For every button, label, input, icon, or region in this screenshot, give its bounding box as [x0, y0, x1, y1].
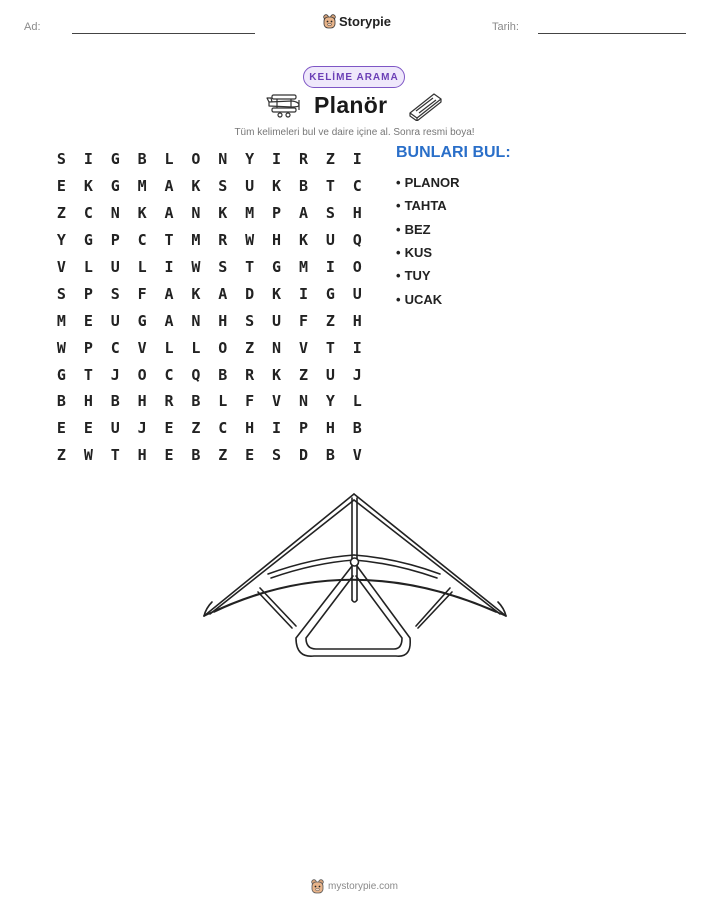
grid-cell[interactable]: E — [56, 177, 66, 196]
grid-cell[interactable]: Z — [56, 446, 66, 465]
grid-cell[interactable]: Y — [245, 150, 255, 169]
grid-cell[interactable]: E — [56, 419, 66, 438]
grid-cell[interactable]: N — [110, 204, 120, 223]
grid-cell[interactable]: O — [191, 150, 201, 169]
grid-cell[interactable]: H — [352, 311, 362, 330]
word-label: UCAK — [404, 291, 443, 307]
grid-cell[interactable]: C — [110, 338, 120, 357]
grid-cell[interactable]: Y — [325, 392, 335, 411]
grid-cell[interactable]: B — [191, 446, 201, 465]
grid-cell[interactable]: K — [218, 204, 228, 223]
grid-cell[interactable]: U — [110, 258, 120, 276]
grid-cell[interactable]: U — [325, 365, 335, 384]
grid-cell[interactable]: G — [56, 365, 66, 384]
grid-cell[interactable]: I — [272, 150, 282, 169]
grid-cell[interactable]: V — [352, 446, 362, 465]
grid-cell[interactable]: B — [218, 365, 228, 384]
brand-logo — [323, 14, 391, 29]
grid-cell[interactable]: Z — [191, 419, 201, 438]
grid-cell[interactable]: S — [325, 204, 335, 223]
grid-cell[interactable]: Y — [56, 231, 66, 250]
grid-cell[interactable]: H — [272, 231, 282, 250]
grid-cell[interactable]: M — [191, 231, 201, 250]
date-label: Tarih: — [492, 21, 519, 33]
grid-cell[interactable]: Q — [191, 365, 201, 384]
grid-cell[interactable]: G — [83, 231, 93, 250]
grid-cell[interactable]: E — [83, 311, 93, 330]
grid-cell[interactable]: U — [110, 419, 120, 438]
grid-cell[interactable]: C — [137, 231, 147, 250]
bullet: • — [396, 291, 401, 307]
grid-cell[interactable]: Z — [56, 204, 66, 223]
grid-cell[interactable]: L — [352, 392, 362, 411]
grid-cell[interactable]: S — [218, 177, 228, 196]
grid-cell[interactable]: K — [272, 284, 282, 303]
grid-cell[interactable]: I — [272, 419, 282, 438]
word-list-title: BUNLARI BUL: — [396, 144, 511, 161]
grid-cell[interactable]: J — [352, 365, 362, 384]
grid-cell[interactable]: Z — [325, 150, 335, 169]
grid-cell[interactable]: W — [56, 338, 66, 357]
grid-cell[interactable]: C — [164, 365, 174, 384]
grid-cell[interactable]: R — [245, 365, 255, 384]
grid-cell[interactable]: N — [272, 338, 282, 357]
name-line[interactable] — [72, 33, 255, 34]
grid-cell[interactable]: O — [218, 338, 228, 357]
grid-cell[interactable]: S — [245, 311, 255, 330]
grid-cell[interactable]: T — [245, 258, 255, 276]
word-list-item — [396, 241, 459, 264]
grid-cell[interactable]: K — [272, 365, 282, 384]
grid-cell[interactable]: H — [137, 446, 147, 465]
grid-cell[interactable]: V — [298, 338, 308, 357]
grid-cell[interactable]: S — [272, 446, 282, 465]
grid-cell[interactable]: N — [191, 311, 201, 330]
bear-face-icon — [311, 879, 324, 894]
grid-cell[interactable]: V — [56, 258, 66, 276]
grid-cell[interactable]: M — [245, 204, 255, 223]
grid-cell[interactable]: N — [218, 150, 228, 169]
grid-cell[interactable]: D — [245, 284, 255, 303]
grid-cell[interactable]: I — [325, 258, 335, 276]
brand-name: Storypie — [339, 14, 392, 29]
grid-cell[interactable]: K — [191, 284, 201, 303]
grid-cell[interactable]: W — [83, 446, 93, 465]
grid-cell[interactable]: T — [325, 338, 335, 357]
grid-cell[interactable]: E — [245, 446, 255, 465]
grid-cell[interactable]: U — [110, 311, 120, 330]
grid-cell[interactable]: R — [218, 231, 228, 250]
word-label: PLANOR — [404, 175, 460, 191]
grid-cell[interactable]: O — [137, 365, 147, 384]
grid-cell[interactable]: G — [110, 177, 120, 196]
grid-cell[interactable]: A — [164, 204, 174, 223]
bullet: • — [396, 245, 401, 261]
grid-cell[interactable]: F — [245, 392, 255, 411]
bullet: • — [396, 198, 401, 214]
grid-cell[interactable]: L — [164, 338, 174, 357]
grid-cell[interactable]: R — [164, 392, 174, 411]
grid-cell[interactable]: U — [352, 284, 362, 303]
bullet: • — [396, 268, 401, 284]
grid-cell[interactable]: V — [137, 338, 147, 357]
date-line[interactable] — [538, 33, 686, 34]
footer-url[interactable]: mystorypie.com — [327, 881, 398, 892]
grid-cell[interactable]: V — [272, 392, 282, 411]
grid-cell[interactable]: M — [56, 311, 66, 330]
activity-badge: KELİME ARAMA — [303, 66, 405, 88]
grid-cell[interactable]: H — [83, 392, 93, 411]
grid-cell[interactable]: K — [298, 231, 308, 250]
grid-cell[interactable]: B — [352, 419, 362, 438]
grid-cell[interactable]: N — [298, 392, 308, 411]
grid-cell[interactable]: A — [218, 284, 228, 303]
grid-cell[interactable]: U — [245, 177, 255, 196]
grid-cell[interactable]: L — [218, 392, 228, 411]
grid-cell[interactable]: P — [298, 419, 308, 438]
grid-cell[interactable]: B — [325, 446, 335, 465]
grid-cell[interactable]: T — [164, 231, 174, 250]
grid-cell[interactable]: Z — [245, 338, 255, 357]
grid-cell[interactable]: O — [352, 258, 362, 276]
grid-cell[interactable]: N — [191, 204, 201, 223]
grid-cell[interactable]: G — [137, 311, 147, 330]
grid-cell[interactable]: I — [352, 338, 362, 357]
grid-cell[interactable]: L — [83, 258, 93, 276]
word-list — [396, 171, 459, 311]
grid-cell[interactable]: H — [245, 419, 255, 438]
grid-cell[interactable]: G — [325, 284, 335, 303]
grid-cell[interactable]: S — [110, 284, 120, 303]
grid-cell[interactable]: G — [110, 150, 120, 169]
grid-cell[interactable]: Z — [298, 365, 308, 384]
grid-cell[interactable]: K — [272, 177, 282, 196]
grid-cell[interactable]: B — [137, 150, 147, 169]
grid-cell[interactable]: G — [272, 258, 282, 276]
grid-cell[interactable]: T — [110, 446, 120, 465]
bear-face-icon — [323, 14, 336, 29]
grid-cell[interactable]: L — [164, 150, 174, 169]
grid-cell[interactable]: E — [83, 419, 93, 438]
grid-cell[interactable]: H — [137, 392, 147, 411]
grid-cell[interactable]: W — [191, 258, 201, 276]
grid-cell[interactable]: E — [164, 419, 174, 438]
name-label: Ad: — [24, 21, 41, 33]
grid-cell[interactable]: I — [164, 258, 174, 276]
grid-cell[interactable]: C — [83, 204, 93, 223]
grid-cell[interactable]: A — [164, 177, 174, 196]
grid-cell[interactable]: P — [83, 338, 93, 357]
word-list-item — [396, 287, 459, 310]
bullet: • — [396, 221, 401, 237]
grid-cell[interactable]: W — [245, 231, 255, 250]
grid-cell[interactable]: E — [164, 446, 174, 465]
grid-cell[interactable]: P — [110, 231, 120, 250]
grid-cell[interactable]: P — [83, 284, 93, 303]
grid-cell[interactable]: C — [352, 177, 362, 196]
footer — [0, 879, 709, 894]
biplane-icon — [266, 92, 302, 118]
grid-cell[interactable]: S — [56, 150, 66, 169]
grid-cell[interactable]: M — [137, 177, 147, 196]
grid-cell[interactable]: B — [56, 392, 66, 411]
grid-cell[interactable]: H — [352, 204, 362, 223]
grid-cell[interactable]: U — [325, 231, 335, 250]
grid-cell[interactable]: Z — [325, 311, 335, 330]
grid-cell[interactable]: F — [137, 284, 147, 303]
grid-cell[interactable]: D — [298, 446, 308, 465]
grid-cell[interactable]: J — [137, 419, 147, 438]
grid-cell[interactable]: T — [325, 177, 335, 196]
word-label: BEZ — [404, 221, 431, 237]
grid-cell[interactable]: A — [164, 311, 174, 330]
word-list-item — [396, 194, 459, 217]
word-list-item — [396, 218, 459, 241]
grid-cell[interactable]: Z — [218, 446, 228, 465]
grid-cell[interactable]: B — [110, 392, 120, 411]
grid-cell[interactable]: R — [298, 150, 308, 169]
word-search-grid — [48, 146, 371, 469]
grid-cell[interactable]: C — [218, 419, 228, 438]
grid-cell[interactable]: U — [272, 311, 282, 330]
grid-cell[interactable]: I — [352, 150, 362, 169]
grid-cell[interactable]: K — [137, 204, 147, 223]
word-list-item — [396, 171, 459, 194]
grid-cell[interactable]: I — [298, 284, 308, 303]
word-list-item — [396, 264, 459, 287]
grid-cell[interactable]: K — [191, 177, 201, 196]
instructions: Tüm kelimeleri bul ve daire içine al. Sonra resmi boya! — [234, 127, 475, 138]
grid-cell[interactable]: L — [137, 258, 147, 276]
bullet: • — [396, 175, 401, 191]
grid-cell[interactable]: J — [110, 365, 120, 384]
grid-cell[interactable]: S — [56, 284, 66, 303]
grid-cell[interactable]: A — [164, 284, 174, 303]
wooden-plank-icon — [408, 91, 444, 121]
grid-cell[interactable]: S — [218, 258, 228, 276]
grid-cell[interactable]: H — [325, 419, 335, 438]
grid-cell[interactable]: B — [298, 177, 308, 196]
hang-glider-illustration — [200, 488, 510, 663]
grid-cell[interactable]: H — [218, 311, 228, 330]
grid-cell[interactable]: Q — [352, 231, 362, 250]
grid-cell[interactable]: I — [83, 150, 93, 169]
grid-cell[interactable]: F — [298, 311, 308, 330]
word-label: KUS — [404, 245, 433, 261]
word-label: TUY — [404, 268, 431, 284]
grid-cell[interactable]: T — [83, 365, 93, 384]
grid-cell[interactable]: M — [298, 258, 308, 276]
grid-cell[interactable]: K — [83, 177, 93, 196]
grid-cell[interactable]: A — [298, 204, 308, 223]
grid-cell[interactable]: B — [191, 392, 201, 411]
grid-cell[interactable]: L — [191, 338, 201, 357]
page-title: Planör — [314, 92, 388, 118]
word-label: TAHTA — [404, 198, 447, 214]
grid-cell[interactable]: P — [272, 204, 282, 223]
